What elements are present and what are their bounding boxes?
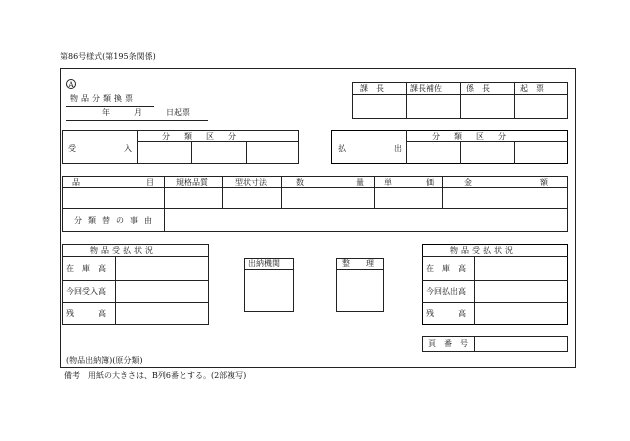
form-number: 第86号様式(第195条関係) [60, 52, 156, 61]
approval-stamp-deputy[interactable] [407, 95, 459, 118]
remark: 備考 用紙の大きさは、B列6番とする。(2部複写) [64, 371, 247, 380]
item-shape-field[interactable] [223, 188, 280, 207]
outgoing-label-b: 出 [394, 144, 402, 153]
title-underline [66, 106, 154, 107]
left-status-row-received: 今回受入高 [66, 287, 106, 296]
date-year: 年 [102, 108, 110, 117]
col-item-a: 品 [72, 178, 80, 187]
form-title: 物品分類換票 [70, 94, 136, 103]
approval-stamp-section[interactable] [461, 95, 513, 118]
footer-note: (物品出納簿)(原分類) [66, 356, 143, 365]
outgoing-label-a: 払 [338, 144, 346, 153]
col-item-b: 目 [146, 178, 154, 187]
col-unit-b: 価 [426, 178, 434, 187]
right-status-row-issued: 今回払出高 [426, 287, 466, 296]
right-issued-field[interactable] [475, 281, 567, 301]
form-mark: A [66, 79, 76, 89]
item-name-field[interactable] [63, 188, 163, 207]
right-balance-field[interactable] [475, 303, 567, 324]
incoming-class-3[interactable] [247, 142, 298, 163]
reason-label: 分類替の事由 [74, 216, 158, 225]
left-status-row-stock: 在 庫 高 [66, 264, 106, 273]
approval-issuer: 起 票 [520, 84, 544, 93]
outgoing-classification: 分 類 区 分 [432, 132, 509, 141]
approval-chief: 課 長 [360, 84, 384, 93]
left-stock-field[interactable] [116, 257, 208, 279]
arrange-label: 整 理 [342, 259, 374, 268]
right-stock-field[interactable] [475, 257, 567, 279]
right-status-title: 物品受払状況 [450, 246, 516, 255]
approval-stamp-issuer[interactable] [515, 95, 567, 118]
col-unit-a: 単 [384, 178, 392, 187]
col-qty-a: 数 [296, 178, 304, 187]
col-spec: 規格品質 [176, 178, 208, 187]
col-shape: 型状寸法 [235, 178, 267, 187]
right-status-row-stock: 在 庫 高 [426, 264, 466, 273]
col-qty-b: 量 [356, 178, 364, 187]
col-amount-b: 額 [540, 178, 548, 187]
left-status-title: 物品受払状況 [90, 246, 156, 255]
page-number-label: 頁 番 号 [428, 339, 468, 348]
approval-stamp-chief[interactable] [353, 95, 405, 118]
right-status-row-balance: 残 高 [426, 309, 466, 318]
item-qty-field[interactable] [282, 188, 373, 207]
item-spec-field[interactable] [165, 188, 221, 207]
outgoing-class-3[interactable] [515, 142, 567, 163]
incoming-label-a: 受 [68, 144, 76, 153]
left-received-field[interactable] [116, 281, 208, 301]
incoming-class-1[interactable] [138, 142, 190, 163]
date-day: 日起票 [166, 108, 190, 117]
incoming-class-2[interactable] [192, 142, 245, 163]
item-unit-field[interactable] [375, 188, 441, 207]
outgoing-class-2[interactable] [461, 142, 513, 163]
approval-deputy: 課長補佐 [410, 84, 442, 93]
incoming-label-b: 入 [124, 144, 132, 153]
page-number-field[interactable] [475, 337, 567, 351]
reason-field[interactable] [165, 209, 567, 231]
dispatch-label: 出納機関 [248, 259, 280, 268]
outgoing-class-1[interactable] [407, 142, 459, 163]
approval-section: 係 長 [466, 84, 490, 93]
date-underline [66, 120, 208, 121]
date-month: 月 [134, 108, 142, 117]
incoming-classification: 分 類 区 分 [162, 132, 239, 141]
col-amount-a: 金 [464, 178, 472, 187]
left-balance-field[interactable] [116, 303, 208, 324]
left-status-row-balance: 残 高 [66, 309, 106, 318]
item-amount-field[interactable] [443, 188, 567, 207]
